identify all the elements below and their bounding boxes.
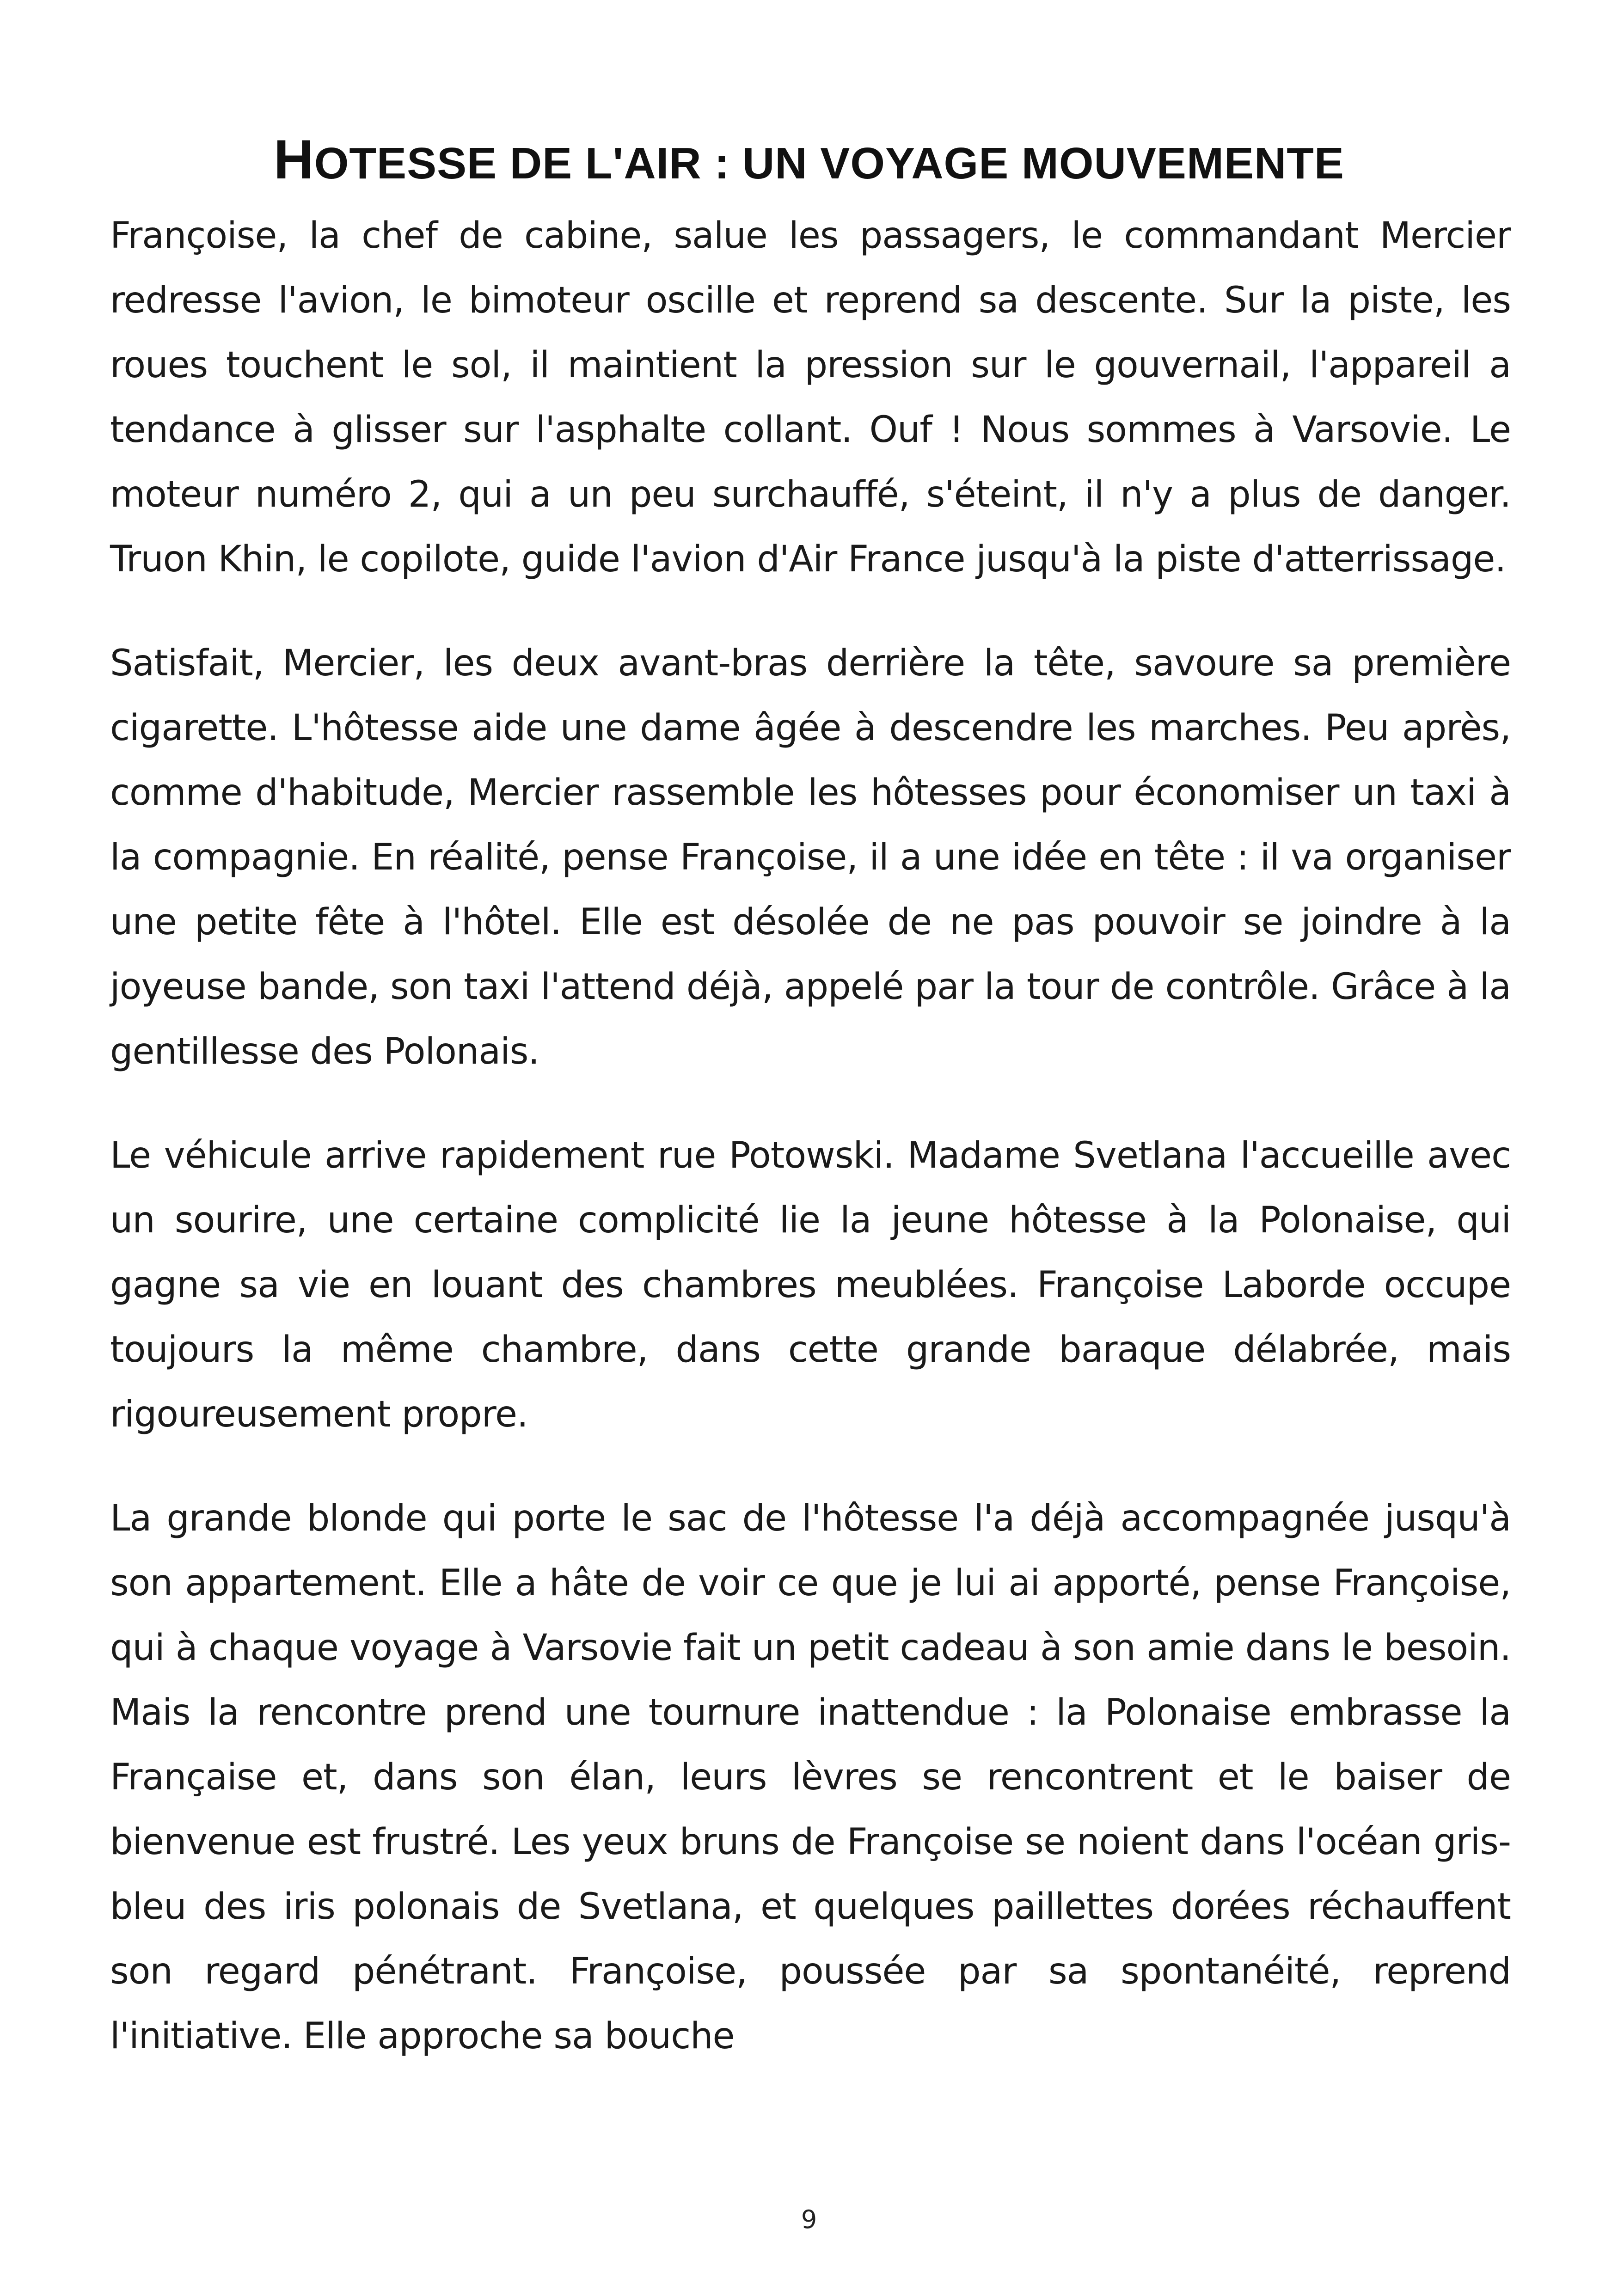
- chapter-title-rest: OTESSE DE L'AIR : UN VOYAGE MOUVEMENTE: [314, 139, 1344, 189]
- paragraph-3: Le véhicule arrive rapidement rue Potowski. Madame Svetlana l'accueille avec un sourire, une certaine complicité lie la jeune hôtesse à la Polonaise, qui gagne sa vie en louant des chambres meublées. Françoise Laborde occupe toujours la même chambre, dans cette grande baraque délabrée, mais rigoureusement propre.: [110, 1135, 1511, 1435]
- paragraph-2: Satisfait, Mercier, les deux avant-bras derrière la tête, savoure sa première cigarette. L'hôtesse aide une dame âgée à descendre les marches. Peu après, comme d'habitude, Mercier rassemble les hôtesses pour économiser un taxi à la compagnie. En réalité, pense Françoise, il a une idée en tête : il va organiser une petite fête à l'hôtel. Elle est désolée de ne pas pouvoir se joindre à la joyeuse bande, son taxi l'attend déjà, appelé par la tour de contrôle. Grâce à la gentillesse des Polonais.: [110, 643, 1511, 1072]
- chapter-title: [0, 125, 1618, 198]
- body-text: [110, 203, 1511, 2108]
- chapter-title-initial: H: [274, 129, 314, 191]
- paragraph-4: La grande blonde qui porte le sac de l'hôtesse l'a déjà accompagnée jusqu'à son appartement. Elle a hâte de voir ce que je lui ai apporté, pense Françoise, qui à chaque voyage à Varsovie fait un petit cadeau à son amie dans le besoin. Mais la rencontre prend une tournure inattendue : la Polonaise embrasse la Française et, dans son élan, leurs lèvres se rencontrent et le baiser de bienvenue est frustré. Les yeux bruns de Françoise se noient dans l'océan gris-bleu des iris polonais de Svetlana, et quelques paillettes dorées réchauffent son regard pénétrant. Françoise, poussée par sa spontanéité, reprend l'initiative. Elle approche sa bouche: [110, 1498, 1511, 2057]
- paragraph-1: Françoise, la chef de cabine, salue les passagers, le commandant Mercier redresse l'avion, le bimoteur oscille et reprend sa descente. Sur la piste, les roues touchent le sol, il maintient la pression sur le gouvernail, l'appareil a tendance à glisser sur l'asphalte collant. Ouf ! Nous sommes à Varsovie. Le moteur numéro 2, qui a un peu surchauffé, s'éteint, il n'y a plus de danger. Truon Khin, le copilote, guide l'avion d'Air France jusqu'à la piste d'atterrissage.: [110, 215, 1511, 580]
- page-number: 9: [801, 2205, 817, 2234]
